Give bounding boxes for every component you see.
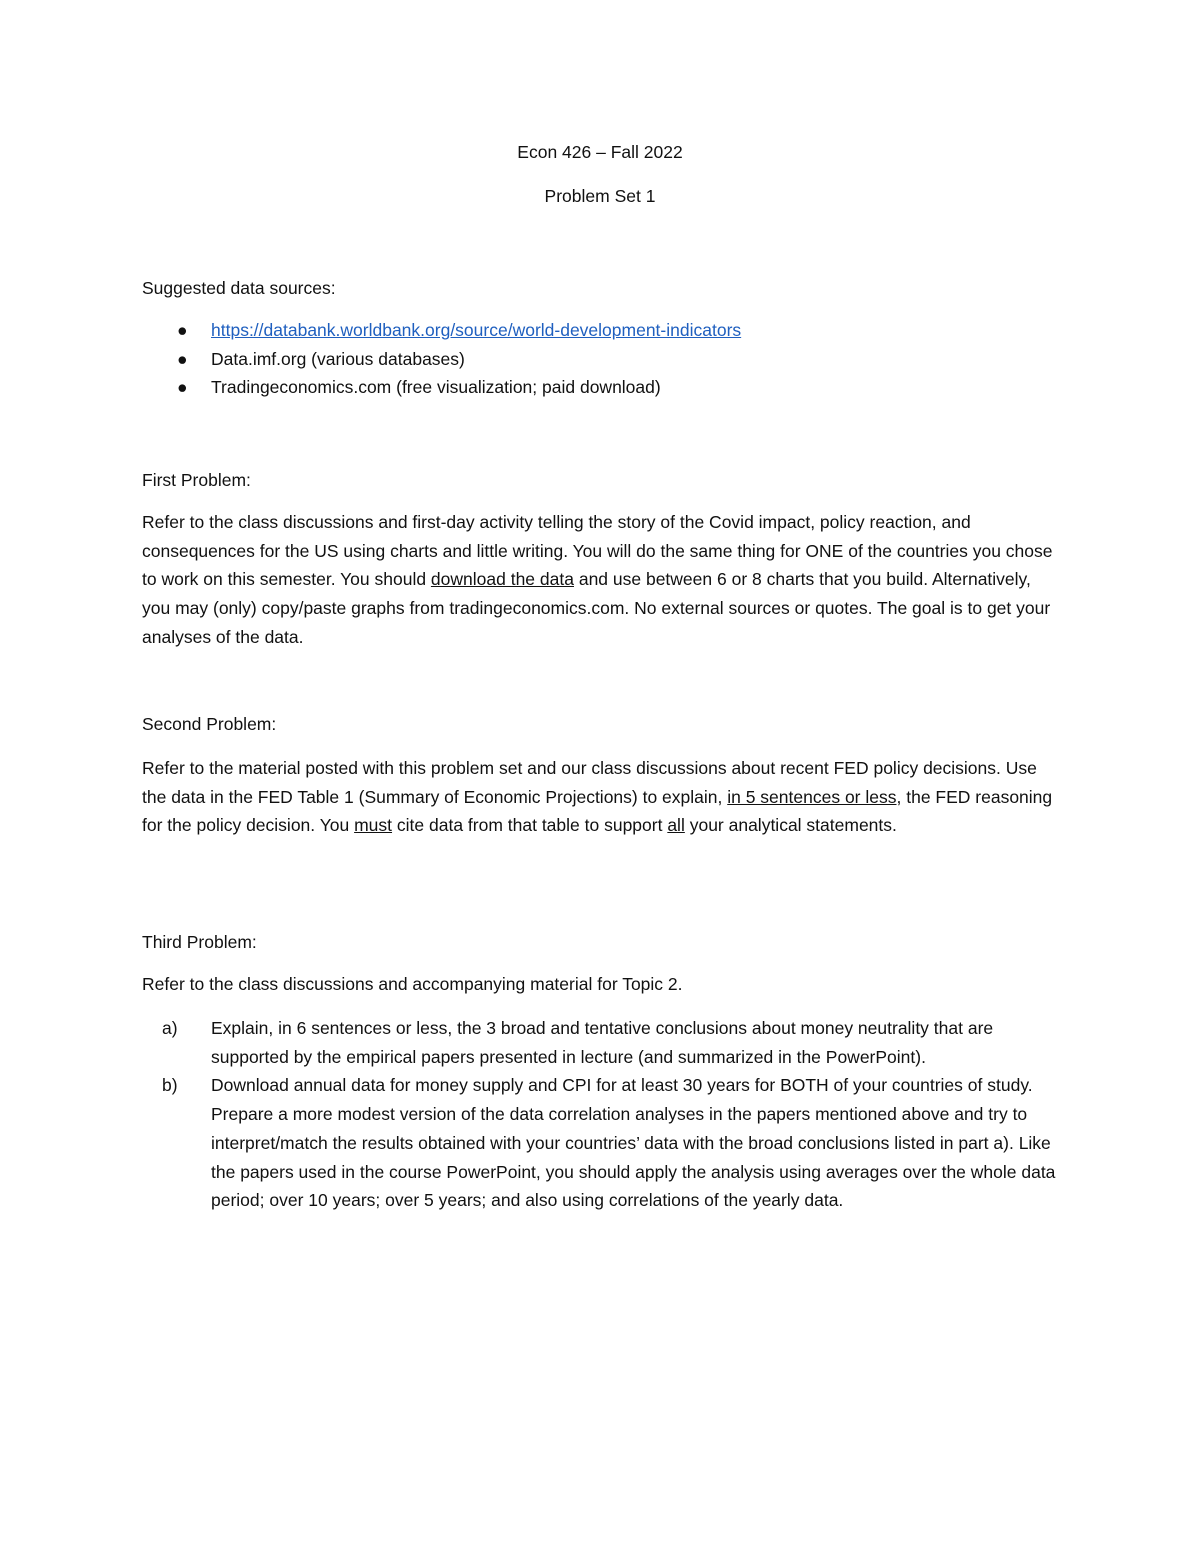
sources-heading: Suggested data sources: [142, 278, 336, 298]
problem3-intro: Refer to the class discussions and accompanying material for Topic 2. [142, 974, 683, 994]
bullet-icon: ● [177, 348, 188, 369]
list-item [142, 345, 1042, 374]
problem2-underlined-2: must [354, 815, 393, 836]
problem2-text-d: your analytical statements. [684, 815, 897, 836]
bullet-icon: ● [177, 320, 188, 340]
problem1-heading: First Problem: [142, 470, 251, 490]
list-item [142, 316, 1042, 345]
document-title: Econ 426 – Fall 2022 [517, 142, 683, 162]
problem3-heading: Third Problem: [142, 932, 257, 952]
sources-list [142, 316, 1042, 402]
problem3-parts [142, 1014, 1072, 1215]
part-label: b) [162, 1075, 178, 1096]
part-text: Explain, in 6 sentences or less, the 3 broad and tentative conclusions about money neutrality that are supported by the empirical papers presented in lecture (and summarized in the PowerPoint). [211, 1018, 994, 1067]
part-label: a) [162, 1018, 178, 1038]
problem1-text [142, 508, 1062, 652]
problem2-text [142, 754, 1062, 840]
problem2-underlined-1: in 5 sentences or less [727, 786, 897, 807]
list-item [142, 1071, 1072, 1215]
part-text: Download annual data for money supply and CPI for at least 30 years for BOTH of your countries of study. Prepare a more modest version of the data correlation analyses in the papers mentioned above and try to interpret/match the results obtained with your countries’ data with the broad conclusions listed in part a). Like the papers used in the course PowerPoint, you should apply the analysis using averages over the whole data period; over 10 years; over 5 years; and also using correlations of the yearly data. [211, 1075, 1056, 1211]
problem2-underlined-3: all [667, 815, 685, 836]
problem1-text-b: and use between 6 or 8 charts that you build. Alternatively, you may (only) copy/paste graphs from tradingeconomics.com. No external sources or quotes. The goal is to get your analyses of the data. [142, 569, 1051, 647]
problem1-underlined: download the data [430, 569, 574, 590]
bullet-icon: ● [177, 377, 188, 398]
problem2-text-a: Refer to the material posted with this problem set and our class discussions about recent FED policy decisions. Use the data in the FED Table 1 (Summary of Economic Projections) to explain, [142, 758, 1037, 807]
document-subtitle: Problem Set 1 [544, 186, 656, 206]
problem2-text-c: cite data from that table to support [392, 815, 668, 836]
problem2-heading: Second Problem: [142, 714, 277, 734]
list-item [142, 1014, 1072, 1071]
list-item-text: Data.imf.org (various databases) [211, 348, 465, 369]
list-item [142, 373, 1042, 402]
list-item-text: Tradingeconomics.com (free visualization; paid download) [211, 377, 661, 398]
problem1-text-a: Refer to the class discussions and first-day activity telling the story of the Covid impact, policy reaction, and consequences for the US using charts and little writing. You will do the same thing for ONE of the countries you chose to work on this semester. You should [142, 512, 1053, 590]
worldbank-link[interactable]: https://databank.worldbank.org/source/world-development-indicators [211, 320, 742, 340]
problem2-text-b: , the FED reasoning for the policy decision. You [142, 786, 1053, 836]
